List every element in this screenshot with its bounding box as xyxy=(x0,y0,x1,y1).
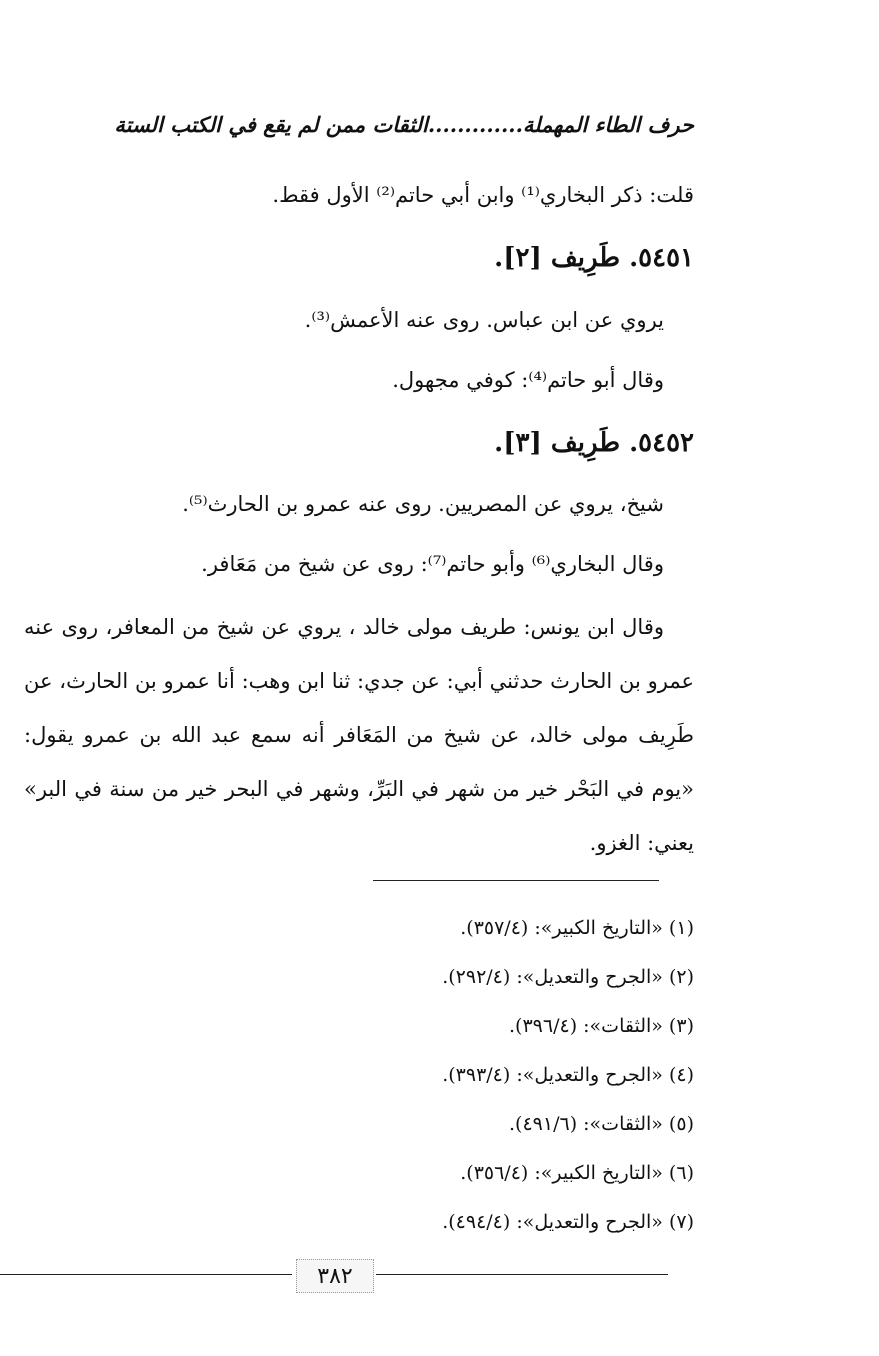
header-divider xyxy=(30,150,695,151)
ibn-yunus-paragraph: وقال ابن يونس: طريف مولى خالد ، يروي عن شيخ من المعافر، روى عنه عمرو بن الحارث حدثني أبي: عن جدي: ثنا ابن وهب: أنا عمرو بن الحارث، عن طَرِيف مولى خالد، عن شيخ من المَعَافر أنه سمع عبد الله بن عمرو يقول: «يوم في البَحْر خير من شهر في البَرِّ، وشهر في البحر خير من سنة في البر» يعني: الغزو. xyxy=(24,615,694,855)
entry-5451-line-1: يروي عن ابن عباس. روى عنه الأعمش⁽³⁾. xyxy=(304,308,664,332)
footnote-4: (٤) «الجرح والتعديل»: (٣٩٣/٤). xyxy=(442,1064,694,1086)
footer-rule-left xyxy=(0,1274,292,1275)
footnote-5: (٥) «الثقات»: (٤٩١/٦). xyxy=(509,1113,694,1135)
page-number: ٣٨٢ xyxy=(296,1259,374,1293)
entry-5452-line-1: شيخ، يروي عن المصريين. روى عنه عمرو بن الحارث⁽⁵⁾. xyxy=(182,492,664,516)
footnote-6: (٦) «التاريخ الكبير»: (٣٥٦/٤). xyxy=(460,1162,694,1184)
footnote-1: (١) «التاريخ الكبير»: (٣٥٧/٤). xyxy=(460,917,694,939)
entry-5451-line-2: وقال أبو حاتم⁽⁴⁾: كوفي مجهول. xyxy=(392,368,664,392)
footnote-3: (٣) «الثقات»: (٣٩٦/٤). xyxy=(509,1015,694,1037)
intro-line: قلت: ذكر البخاري⁽¹⁾ وابن أبي حاتم⁽²⁾ الأول فقط. xyxy=(272,183,694,207)
footnote-7: (٧) «الجرح والتعديل»: (٤٩٤/٤). xyxy=(442,1211,694,1233)
footnote-divider xyxy=(373,880,659,881)
footnote-2: (٢) «الجرح والتعديل»: (٢٩٢/٤). xyxy=(442,966,694,988)
entry-5452-line-2: وقال البخاري⁽⁶⁾ وأبو حاتم⁽⁷⁾: روى عن شيخ من مَعَافر. xyxy=(201,552,664,576)
footer-rule-right xyxy=(376,1274,668,1275)
entry-heading-5451: ٥٤٥١. طَرِيف [٢]. xyxy=(494,243,694,273)
running-header: حرف الطاء المهملة.............الثقات ممن لم يقع في الكتب الستة xyxy=(114,112,694,137)
entry-heading-5452: ٥٤٥٢. طَرِيف [٣]. xyxy=(494,428,694,458)
